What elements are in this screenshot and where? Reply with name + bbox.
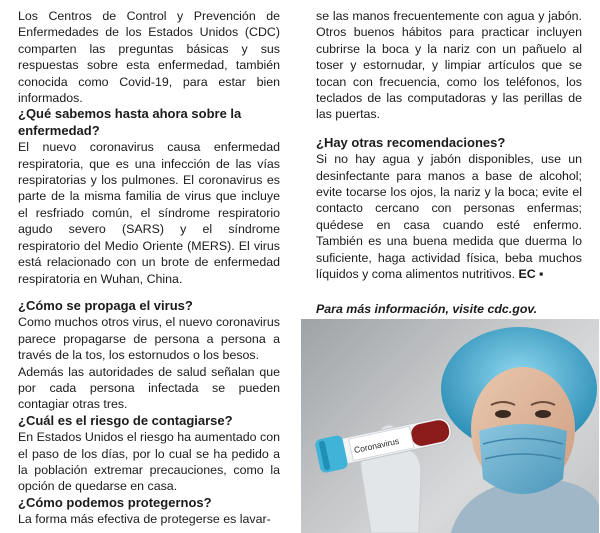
right-column (316, 8, 582, 317)
more-info-line: Para más información, visite cdc.gov. (316, 301, 538, 316)
tube-label: Coronavirus (353, 435, 400, 456)
face-mask (479, 424, 567, 494)
paragraph-other-recommendations (316, 151, 582, 282)
paragraph-protect-continued: se las manos frecuentemente con agua y jabón. Otros buenos hábitos para practicar incluyen cubrirse la boca y la nariz con un pañuelo al toser y estornudar, y limpiar artículos que se tocan con frecuencia, como los teléfonos, los teclados de las computadoras y las perillas de las puertas. (316, 9, 582, 122)
health-worker-photo (301, 319, 599, 533)
recommendations-text: Si no hay agua y jabón disponibles, use un desinfectante para manos a base de alcohol; evite tocarse los ojos, la nariz y la boca; evite el contacto cercano con personas enfermas; quédese en casa cuando esté enfermo. También es una buena medida que duerma lo suficiente, haga actividad física, beba muchos líquidos y coma alimentos nutritivos. (316, 152, 582, 282)
heading-what-we-know: ¿Qué sabemos hasta ahora sobre la enfermedad? (18, 106, 242, 138)
paragraph-how-spread-2: Además las autoridades de salud señalan que por cada persona infectada se pueden contagiar otras tres. (18, 364, 280, 412)
paragraph-what-we-know: El nuevo coronavirus causa enfermedad respiratoria, que es una infección de las vías respiratorias y los pulmones. El coronavirus es parte de la misma familia de virus que incluye el resfriado común, el síndrome respiratorio agudo severo (SARS) y el síndrome respiratorio del Medio Oriente (MERS). El virus está relacionado con un brote de enfermedad respiratoria en Wuhan, China. (18, 140, 280, 286)
author-signature: EC ▪ (518, 267, 544, 282)
heading-risk: ¿Cuál es el riesgo de contagiarse? (18, 412, 233, 428)
intro-paragraph: Los Centros de Control y Prevención de Enfermedades de los Estados Unidos (CDC) comparten las preguntas básicas y sus respuestas sobre esta enfermedad, también conocida como Covid-19, para estar bien informados. (18, 9, 280, 106)
heading-other-recommendations: ¿Hay otras recomendaciones? (316, 134, 506, 150)
paragraph-risk: En Estados Unidos el riesgo ha aumentado con el paso de los días, por lo cual se ha pedido a la población extremar precauciones, como la opción de quedarse en casa. (18, 430, 280, 494)
left-column (18, 8, 280, 528)
paragraph-protect: La forma más efectiva de protegerse es lavar- (18, 512, 271, 527)
heading-protect: ¿Cómo podemos protegernos? (18, 494, 212, 510)
photo-illustration (301, 319, 599, 533)
heading-how-spread: ¿Cómo se propaga el virus? (18, 297, 193, 313)
paragraph-how-spread: Como muchos otros virus, el nuevo coronavirus parece propagarse de persona a persona a través de la tos, los estornudos o los besos. (18, 315, 280, 363)
